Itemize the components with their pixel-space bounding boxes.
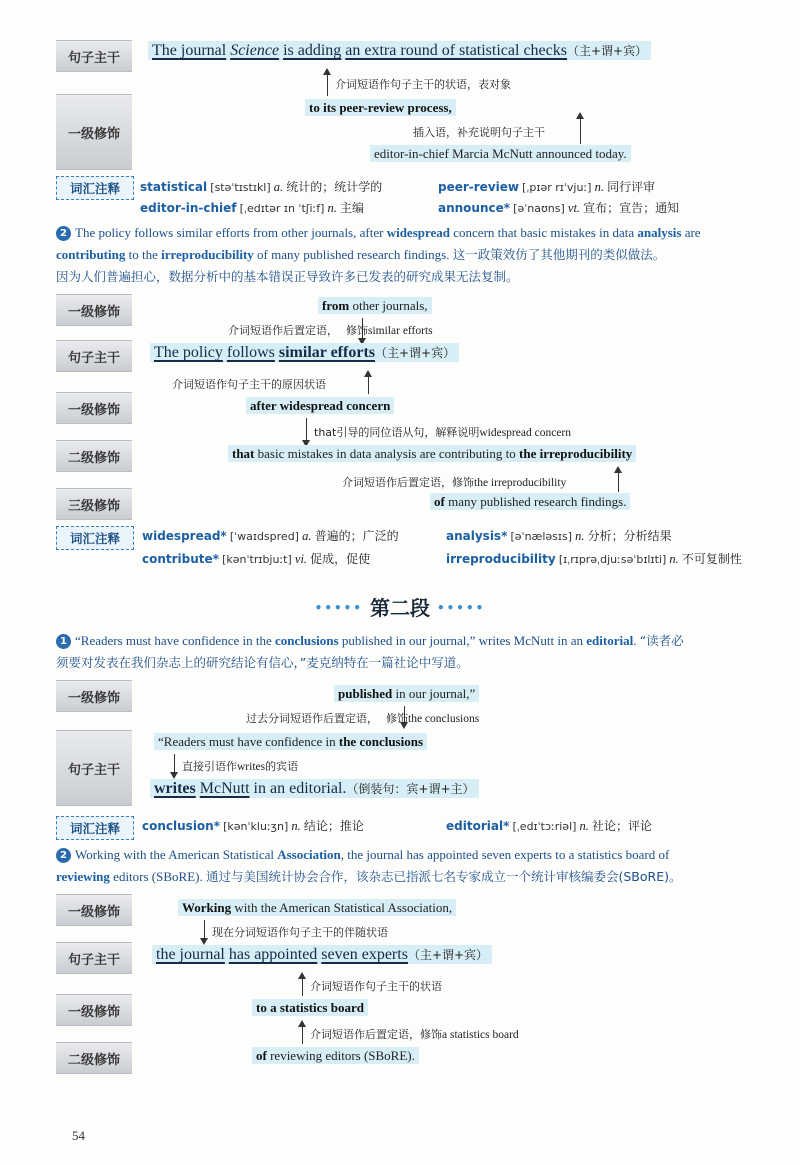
modifier-level3: of many published research findings.: [430, 494, 630, 510]
label-mod1-3: 一级修饰: [56, 680, 132, 712]
paragraph-sentence-4: 2 Working with the American Statistical Association, the journal has appointed seven experts to a statistics board of reviewing editors (SBoRE). 通过与美国统计协会合作，该杂志已指派七名专家成立一个统计审核编委会(SBoRE)。: [56, 847, 682, 884]
main-clause-3: writes McNutt in an editorial.（倒装句：宾+谓+主）: [150, 780, 479, 798]
label-main-3: 句子主干: [56, 730, 132, 806]
modifier-parenthetical: editor-in-chief Marcia McNutt announced today.: [370, 146, 631, 162]
vocab-tag-1: 词汇注释: [56, 176, 134, 200]
label-mod2-2: 二级修饰: [56, 440, 132, 472]
label-mod1-4b: 一级修饰: [56, 994, 132, 1026]
modifier-level2: of reviewing editors (SBoRE).: [252, 1048, 419, 1064]
annotation: 介词短语作句子主干的状语，表对象: [335, 78, 511, 91]
modifier-level1: from other journals,: [318, 298, 432, 314]
label-main-2: 句子主干: [56, 340, 132, 372]
vocab-entry: conclusion* [kənˈkluːʒn] n. 结论；推论: [142, 819, 364, 833]
annotation: 介词短语作后置定语， 修饰similar efforts: [228, 324, 433, 337]
modifier-level1: published in our journal,”: [334, 686, 479, 702]
vocab-entry: contribute* [kənˈtrɪbjuːt] vi. 促成，促使: [142, 552, 371, 566]
connector-line: [302, 978, 303, 996]
vocab-entry: peer-review [ˌpɪər rɪˈvjuː] n. 同行评审: [438, 180, 656, 194]
modifier-level2: that basic mistakes in data analysis are contributing to the irreproducibility: [228, 446, 636, 462]
main-clause-2: The policy follows similar efforts（主+谓+宾）: [150, 344, 459, 362]
connector-line: [580, 118, 581, 144]
vocab-entry: announce* [əˈnaʊns] vt. 宣布；宣告；通知: [438, 201, 680, 215]
annotation: 过去分词短语作后置定语， 修饰the conclusions: [246, 712, 480, 725]
main-clause-1: [148, 42, 651, 60]
annotation: 插入语，补充说明句子主干: [413, 126, 545, 139]
annotation: 直接引语作writes的宾语: [182, 760, 299, 773]
page-number: 54: [72, 1128, 85, 1143]
label-mod1-4a: 一级修饰: [56, 894, 132, 926]
vocab-entry: statistical [stəˈtɪstɪkl] a. 统计的；统计学的: [140, 180, 383, 194]
subject: The journal: [152, 42, 227, 59]
subject-italic: Science: [230, 42, 280, 59]
connector-line: [327, 74, 328, 96]
label-mod1-2b: 一级修饰: [56, 392, 132, 424]
paragraph-sentence-3: 1 “Readers must have confidence in the conclusions published in our journal,” writes McNutt in an editorial. “读者必 须要对发表在我们杂志上的研究结论有信心，”麦克纳特在一篇社论中写道。: [56, 633, 684, 670]
quoted-object: “Readers must have confidence in the conclusions: [154, 734, 427, 750]
modifier-level1: to a statistics board: [252, 1000, 368, 1016]
vocab-entry: editorial* [ˌedɪˈtɔːriəl] n. 社论；评论: [446, 819, 653, 833]
connector-line: [306, 418, 307, 442]
structure-note: （主+谓+宾）: [566, 44, 648, 58]
vocab-entry: editor-in-chief [ˌedɪtər ɪn ˈtʃiːf] n. 主编: [140, 201, 365, 215]
annotation: 介词短语作后置定语，修饰a statistics board: [310, 1028, 519, 1041]
label-mod3-2: 三级修饰: [56, 488, 132, 520]
label-mod1-2a: 一级修饰: [56, 294, 132, 326]
sentence-number: 2: [56, 848, 71, 863]
vocab-entry: irreproducibility [ɪˌrɪprəˌdjuːsəˈbɪlɪti] n. 不可复制性: [446, 552, 742, 566]
annotation: 介词短语作句子主干的原因状语: [172, 378, 326, 391]
connector-line: [204, 920, 205, 940]
section-title: ••••• 第二段 •••••: [314, 596, 486, 620]
annotation: 介词短语作后置定语，修饰the irreproducibility: [342, 476, 567, 489]
predicate: is adding: [283, 42, 342, 59]
connector-line: [174, 754, 175, 774]
modifier-level1: after widespread concern: [246, 398, 394, 414]
label-mod1-1: 一级修饰: [56, 94, 132, 170]
annotation: that引导的同位语从句，解释说明widespread concern: [314, 426, 571, 439]
main-clause-4: the journal has appointed seven experts（主+谓+宾）: [152, 946, 492, 964]
arrow-down-icon: [170, 772, 178, 779]
annotation: 现在分词短语作句子主干的伴随状语: [212, 926, 388, 939]
vocab-entry: analysis* [əˈnæləsɪs] n. 分析；分析结果: [446, 529, 672, 543]
label-main-4: 句子主干: [56, 942, 132, 974]
sentence-number: 1: [56, 634, 71, 649]
modifier-level1: Working with the American Statistical Association,: [178, 900, 456, 916]
vocab-tag-3: 词汇注释: [56, 816, 134, 840]
label-mod2-4: 二级修饰: [56, 1042, 132, 1074]
object: an extra round of statistical checks: [345, 42, 567, 59]
connector-line: [302, 1026, 303, 1044]
connector-line: [368, 376, 369, 394]
vocab-entry: widespread* [ˈwaɪdspred] a. 普遍的；广泛的: [142, 529, 399, 543]
arrow-down-icon: [200, 938, 208, 945]
annotation: 介词短语作句子主干的状语: [310, 980, 442, 993]
vocab-tag-2: 词汇注释: [56, 526, 134, 550]
label-main-1: 句子主干: [56, 40, 132, 72]
modifier-level1: to its peer-review process,: [305, 100, 456, 116]
paragraph-sentence-2: 2 The policy follows similar efforts from other journals, after widespread concern that basic mistakes in data analysis are contributing to the irreproducibility of many published research findings. 这一政策效仿了其他期刊的类似做法。 因为人们普遍担心，数据分析中的基本错误正导致许多已发表的研究成果无法复制。: [56, 225, 701, 284]
connector-line: [618, 472, 619, 492]
sentence-number: 2: [56, 226, 71, 241]
